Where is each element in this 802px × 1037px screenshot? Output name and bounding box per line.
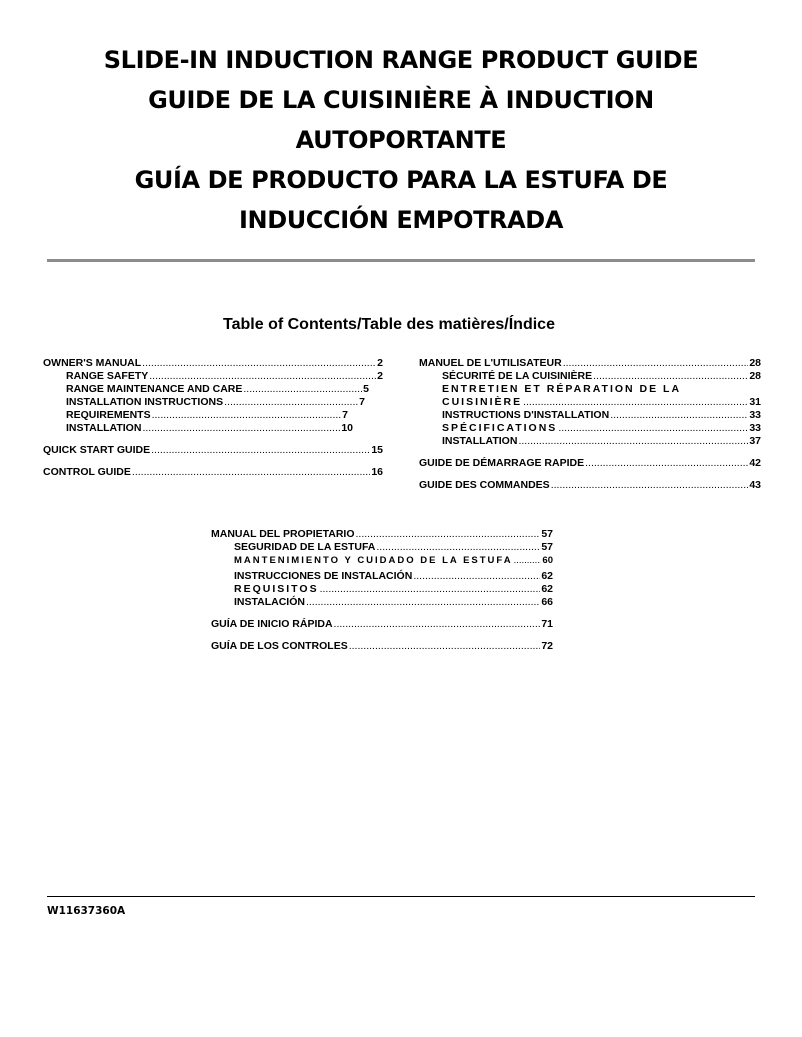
- title-divider: [47, 259, 755, 262]
- footer-divider: [47, 896, 755, 897]
- toc-entry-controles[interactable]: GUÍA DE LOS CONTROLES ..... 72: [211, 640, 553, 653]
- toc-entry-requisitos[interactable]: REQUISITOS ..... 62: [211, 583, 553, 596]
- toc-entry-manual-propietario[interactable]: MANUAL DEL PROPIETARIO ..... 57: [211, 528, 553, 541]
- toc-entry-manuel[interactable]: MANUEL DE L'UTILISATEUR ..... 28: [419, 357, 761, 370]
- toc-entry-requirements[interactable]: REQUIREMENTS ..... 7: [43, 409, 383, 422]
- toc-entry-entretien-cont[interactable]: CUISINIÈRE ..... 31: [419, 396, 761, 409]
- title-line-french-2: AUTOPORTANTE: [295, 126, 507, 154]
- toc-entry-range-maintenance[interactable]: RANGE MAINTENANCE AND CARE ..... 5: [43, 383, 383, 396]
- toc-entry-installation[interactable]: INSTALLATION ..... 10: [43, 422, 383, 435]
- toc-entry-range-safety[interactable]: RANGE SAFETY ..... 2: [43, 370, 383, 383]
- toc-heading: Table of Contents/Table des matières/Índice: [223, 316, 555, 333]
- toc-entry-installation-fr[interactable]: INSTALLATION ..... 37: [419, 435, 761, 448]
- toc-entry-mantenimiento[interactable]: MANTENIMIENTO Y CUIDADO DE LA ESTUFA ..... 60: [211, 554, 553, 567]
- toc-entry-inicio-rapida[interactable]: GUÍA DE INICIO RÁPIDA ..... 71: [211, 618, 553, 631]
- title-line-spanish-1: GUÍA DE PRODUCTO PARA LA ESTUFA DE: [134, 166, 668, 194]
- toc-entry-demarrage[interactable]: GUIDE DE DÉMARRAGE RAPIDE ..... 42: [419, 457, 761, 470]
- title-line-english: SLIDE-IN INDUCTION RANGE PRODUCT GUIDE: [103, 46, 699, 74]
- toc-entry-instrucciones[interactable]: INSTRUCCIONES DE INSTALACIÓN ..... 62: [211, 570, 553, 583]
- toc-spanish: [211, 528, 553, 653]
- toc-entry-seguridad[interactable]: SEGURIDAD DE LA ESTUFA ..... 57: [211, 541, 553, 554]
- toc-entry-entretien[interactable]: ENTRETIEN ET RÉPARATION DE LA: [442, 383, 682, 395]
- document-number: W11637360A: [47, 905, 126, 917]
- toc-entry-quick-start[interactable]: QUICK START GUIDE ..... 15: [43, 444, 383, 457]
- title-line-french-1: GUIDE DE LA CUISINIÈRE À INDUCTION: [148, 86, 654, 114]
- document-title: [0, 40, 802, 240]
- toc-french: [419, 357, 761, 492]
- toc-english: [43, 357, 383, 479]
- toc-entry-installation-instructions[interactable]: INSTALLATION INSTRUCTIONS ..... 7: [43, 396, 383, 409]
- toc-entry-instructions[interactable]: INSTRUCTIONS D'INSTALLATION ..... 33: [419, 409, 761, 422]
- title-line-spanish-2: INDUCCIÓN EMPOTRADA: [238, 206, 564, 234]
- toc-entry-instalacion[interactable]: INSTALACIÓN ..... 66: [211, 596, 553, 609]
- toc-entry-specifications[interactable]: SPÉCIFICATIONS ..... 33: [419, 422, 761, 435]
- toc-entry-control-guide[interactable]: CONTROL GUIDE ..... 16: [43, 466, 383, 479]
- toc-entry-owners-manual[interactable]: OWNER'S MANUAL ..... 2: [43, 357, 383, 370]
- toc-entry-securite[interactable]: SÉCURITÉ DE LA CUISINIÈRE ..... 28: [419, 370, 761, 383]
- toc-entry-commandes[interactable]: GUIDE DES COMMANDES ..... 43: [419, 479, 761, 492]
